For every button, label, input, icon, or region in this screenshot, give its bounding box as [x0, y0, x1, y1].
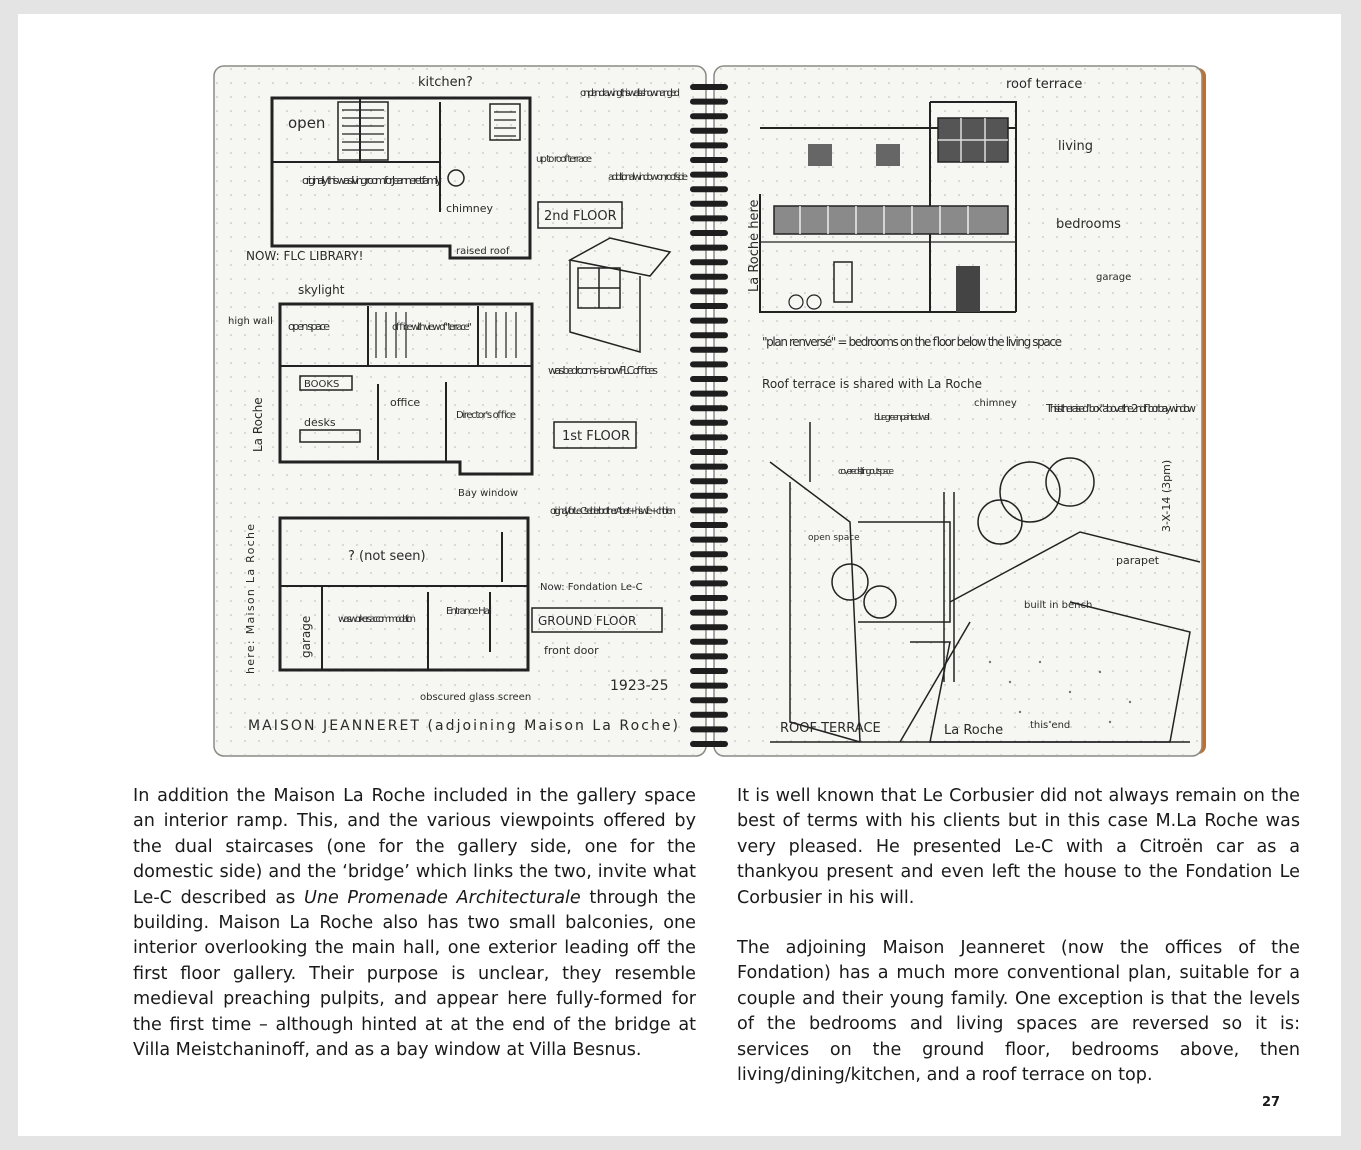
spiral-ring — [690, 99, 728, 105]
svg-text:MAISON JEANNERET (adjoining Ma: MAISON JEANNERET (adjoining Maison La Roche) — [248, 718, 678, 734]
svg-text:Now: Fondation Le-C: Now: Fondation Le-C — [540, 582, 643, 593]
spiral-ring — [690, 84, 728, 90]
svg-text:covered sitting out space: covered sitting out space — [838, 467, 894, 477]
spiral-ring — [690, 741, 728, 747]
svg-text:1st FLOOR: 1st FLOOR — [562, 429, 631, 444]
svg-text:Roof terrace is shared with La: Roof terrace is shared with La Roche — [762, 377, 982, 391]
svg-text:originally this was living roo: originally this was living room for Jeanneret family — [302, 174, 442, 187]
spiral-ring — [690, 347, 728, 353]
svg-text:originally for Le-C's elder br: originally for Le-C's elder brother Albert + his wife + children — [550, 506, 677, 517]
spiral-ring — [690, 697, 728, 703]
spiral-ring — [690, 113, 728, 119]
spiral-ring — [690, 580, 728, 586]
spiral-ring — [690, 464, 728, 470]
svg-text:GROUND FLOOR: GROUND FLOOR — [538, 614, 637, 628]
body-text-left-column — [133, 784, 696, 1063]
spiral-ring — [690, 726, 728, 732]
spiral-ring — [690, 683, 728, 689]
right-paragraph-1: It is well known that Le Corbusier did not always remain on the best of terms with his clients but in this case M.La Roche was very pleased. He presented Le-C with a Citroën car as a thankyou present and even left the house to the Fondation Le Corbusier in his will. — [737, 786, 1300, 908]
svg-text:this end: this end — [1030, 720, 1071, 731]
svg-text:garage: garage — [299, 615, 313, 658]
spiral-ring — [690, 215, 728, 221]
spiral-ring — [690, 522, 728, 528]
spiral-ring — [690, 361, 728, 367]
svg-text:3-X-14 (3pm): 3-X-14 (3pm) — [1160, 459, 1173, 532]
svg-text:2nd FLOOR: 2nd FLOOR — [544, 209, 617, 224]
sketchbook-image — [210, 62, 1210, 758]
svg-text:on plan drawing this wall is s: on plan drawing this wall is shown angled — [580, 88, 680, 99]
spiral-ring — [690, 434, 728, 440]
svg-text:garage: garage — [1096, 272, 1132, 283]
svg-text:high wall: high wall — [228, 316, 273, 327]
spiral-ring — [690, 449, 728, 455]
svg-text:open: open — [288, 114, 326, 132]
svg-text:open space: open space — [808, 533, 860, 543]
svg-text:NOW: FLC LIBRARY!: NOW: FLC LIBRARY! — [246, 249, 364, 263]
svg-text:living: living — [1058, 139, 1094, 154]
body-text-right-column — [737, 784, 1300, 1088]
left-paragraph: In addition the Maison La Roche included in the gallery space an interior ramp. This, and the various viewpoints offered by the dual staircases (one for the gallery side, one for the domestic side) and the ‘bridge’ which links the two, invite what Le-C described as Une Promenade Architecturale through the building. Maison La Roche also has two small balconies, one interior overlooking the main hall, one exterior leading off the first floor gallery. Their purpose is unclear, they resemble medieval preaching pulpits, and appear here fully-formed for the first time – although hinted at at the end of the bridge at Villa Meistchaninoff, and as a bay window at Villa Besnus. — [133, 786, 696, 1061]
spiral-ring — [690, 610, 728, 616]
svg-text:open space: open space — [288, 320, 330, 333]
svg-text:was bedrooms - is now FLC offi: was bedrooms - is now FLC offices — [548, 364, 658, 377]
spiral-ring — [690, 376, 728, 382]
svg-text:up to roof terrace: up to roof terrace — [536, 154, 592, 165]
svg-text:"plan renversé" = bedrooms on: "plan renversé" = bedrooms on the floor below the living space — [762, 335, 1062, 349]
svg-text:kitchen?: kitchen? — [418, 75, 473, 90]
svg-text:La Roche here: La Roche here — [747, 199, 762, 292]
spiral-ring — [690, 157, 728, 163]
svg-text:built in bench: built in bench — [1024, 600, 1093, 611]
page-number: 27 — [1262, 1095, 1281, 1110]
spiral-ring — [690, 624, 728, 630]
spiral-ring — [690, 493, 728, 499]
svg-text:desks: desks — [304, 416, 336, 429]
svg-text:blue green painted wall: blue green painted wall — [874, 413, 930, 423]
svg-text:office: office — [390, 396, 421, 409]
svg-text:1923-25: 1923-25 — [610, 678, 669, 694]
svg-text:chimney: chimney — [974, 398, 1017, 409]
svg-text:Bay window: Bay window — [458, 488, 519, 499]
svg-text:BOOKS: BOOKS — [304, 379, 340, 390]
svg-text:bedrooms: bedrooms — [1056, 217, 1121, 232]
svg-text:? (not seen): ? (not seen) — [348, 549, 426, 564]
spiral-ring — [690, 507, 728, 513]
spiral-ring — [690, 201, 728, 207]
spiral-ring — [690, 566, 728, 572]
spiral-ring — [690, 332, 728, 338]
svg-text:This is the raised "box" above: This is the raised "box" above the 2nd floor bay window — [1046, 402, 1196, 415]
svg-text:chimney: chimney — [446, 202, 494, 215]
svg-text:here: Maison La Roche: here: Maison La Roche — [244, 524, 257, 674]
spiral-ring — [690, 391, 728, 397]
spiral-ring — [690, 303, 728, 309]
spiral-ring — [690, 318, 728, 324]
spiral-ring — [690, 537, 728, 543]
spiral-ring — [690, 420, 728, 426]
italic-term: Une Promenade Architecturale — [303, 887, 581, 908]
spiral-ring — [690, 172, 728, 178]
svg-text:additional window on roof side: additional window on roof side — [608, 172, 688, 183]
spiral-ring — [690, 186, 728, 192]
spiral-ring — [690, 551, 728, 557]
spiral-ring — [690, 668, 728, 674]
svg-text:skylight: skylight — [298, 283, 345, 297]
svg-text:Director's office: Director's office — [456, 410, 516, 421]
spiral-ring — [690, 274, 728, 280]
spiral-ring — [690, 230, 728, 236]
spiral-ring — [690, 639, 728, 645]
spiral-ring — [690, 595, 728, 601]
spiral-ring — [690, 142, 728, 148]
spiral-ring — [690, 405, 728, 411]
spiral-ring — [690, 245, 728, 251]
spiral-ring — [690, 478, 728, 484]
svg-text:front door: front door — [544, 644, 599, 657]
spiral-ring — [690, 128, 728, 134]
svg-text:raised roof: raised roof — [456, 246, 510, 257]
svg-text:was workers accommodation: was workers accommodation — [338, 614, 416, 625]
spiral-ring — [690, 259, 728, 265]
svg-text:Entrance Hall: Entrance Hall — [446, 606, 492, 617]
svg-text:obscured glass screen: obscured glass screen — [420, 692, 532, 703]
right-paragraph-2: The adjoining Maison Jeanneret (now the offices of the Fondation) has a much more conventional plan, suitable for a couple and their young family. One exception is that the levels of the bedrooms and living spaces are reversed so it is: services on the ground floor, bedrooms above, then living/dining/kitchen, and a roof terrace on top. — [737, 938, 1300, 1086]
svg-text:La Roche: La Roche — [944, 723, 1004, 738]
svg-text:parapet: parapet — [1116, 554, 1160, 567]
svg-text:La Roche: La Roche — [251, 397, 265, 452]
book-page — [18, 14, 1341, 1136]
svg-text:ROOF TERRACE: ROOF TERRACE — [780, 721, 881, 736]
spiral-ring — [690, 712, 728, 718]
svg-text:roof terrace: roof terrace — [1006, 77, 1083, 92]
svg-text:office with view of "terrace": office with view of "terrace" — [392, 322, 472, 333]
spiral-ring — [690, 288, 728, 294]
spiral-ring — [690, 653, 728, 659]
